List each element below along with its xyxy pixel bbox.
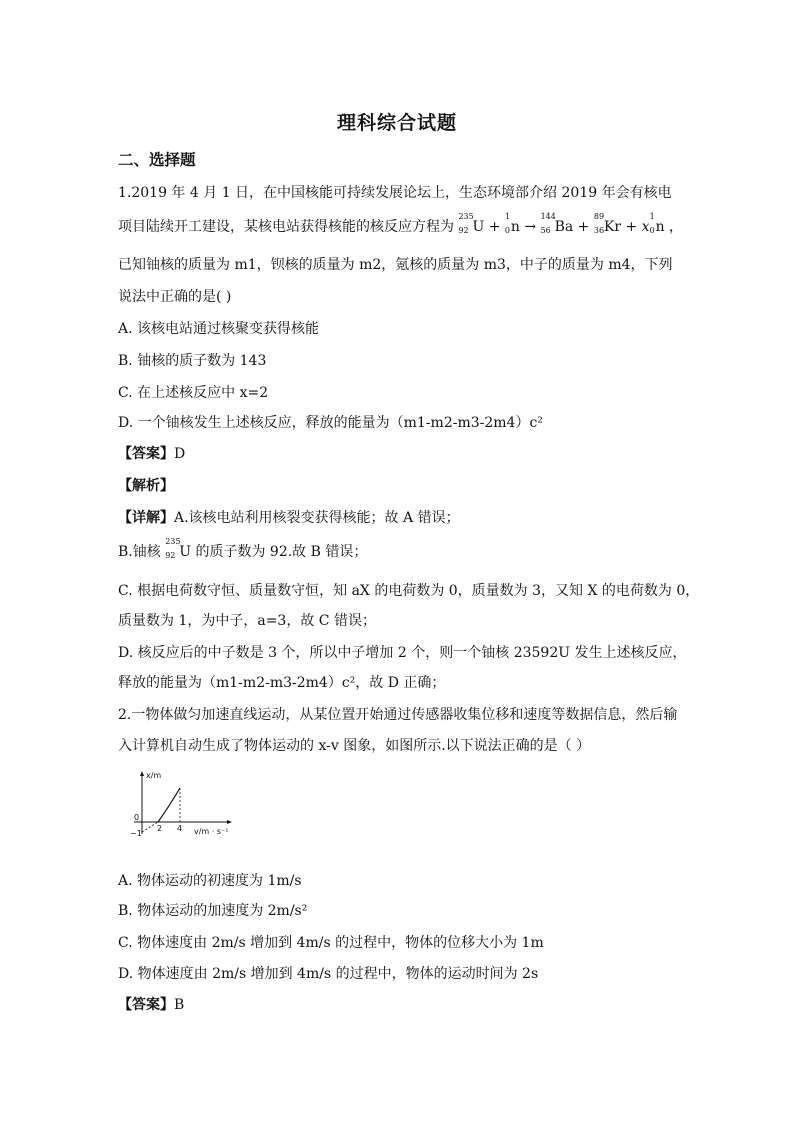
origin-label: 0 [134,813,140,822]
tick-2: 2 [157,824,163,833]
tick-4: 4 [177,824,183,833]
q1-detail-c-2: 质量数为 1，为中子，a=3，故 C 错误； [118,613,376,629]
nuclide-barium: 144 56 Ba [540,212,574,235]
q1-option-a: A. 该核电站通过核聚变获得核能 [118,321,320,337]
tick-neg1: −1 [130,829,142,838]
y-axis-arrow-icon [140,771,144,776]
arrow-icon: → [524,219,537,235]
q1-analysis-label: 【解析】 [118,478,174,494]
nuclide-krypton: 89 36 Kr [593,212,622,235]
x-axis-arrow-icon [227,820,232,824]
q2-option-d: D. 物体速度由 2m/s 增加到 4m/s 的过程中，物体的运动时间为 2s [118,966,539,982]
q2-option-b: B. 物体运动的加速度为 2m/s² [118,903,308,919]
q1-detail-b: B.铀核 235 92 U 的质子数为 92.故 B 错误； [118,537,368,560]
xv-graph [128,770,238,842]
nuclide-uranium: 235 92 U [458,212,485,235]
q1-detail-d-2: 释放的能量为（m1-m2-m3-2m4）c²，故 D 正确； [118,675,446,691]
x-axis-label: v/m · s⁻¹ [194,827,229,836]
q1-option-d: D. 一个铀核发生上述核反应，释放的能量为（m1-m2-m3-2m4）c² [118,415,543,431]
q2-answer: 【答案】B [118,997,185,1013]
nuclide-neutron-2: 1 0 n [649,212,665,235]
q1-line-2: 项目陆续开工建设，某核电站获得核能的核反应方程为 235 92 U + 1 0 n → 144 56 Ba + 89 36 Kr + x 1 0 n ， [118,212,684,235]
nuclide-neutron: 1 0 n [504,212,520,235]
y-axis-label: x/m [146,771,162,780]
q1-option-c: C. 在上述核反应中 x=2 [118,385,269,401]
q2-option-c: C. 物体速度由 2m/s 增加到 4m/s 的过程中，物体的位移大小为 1m [118,935,544,951]
q1-detail-d-1: D. 核反应后的中子数是 3 个，所以中子增加 2 个，则一个铀核 23592U 发生上述核反应， [118,645,687,661]
nuclide-uranium-2: 235 92 U [165,537,192,560]
q2-line-2: 入计算机自动生成了物体运动的 x-v 图象，如图所示.以下说法正确的是（ ） [118,738,591,754]
nuclear-equation: 235 92 U + 1 0 n → 144 56 Ba + 89 36 Kr + x 1 0 n [458,212,665,235]
q1-answer: 【答案】D [118,446,186,462]
q2-line-1: 2.一物体做匀加速直线运动，从某位置开始通过传感器收集位移和速度等数据信息，然后输 [118,707,678,723]
q1-detail-a: 【详解】A.该核电站利用核裂变获得核能；故 A 错误； [118,510,460,526]
xv-curve [158,788,180,822]
page-title: 理科综合试题 [336,112,457,134]
q1-detail-c-1: C. 根据电荷数守恒、质量数守恒，知 aX 的电荷数为 0，质量数为 3，又知 X 的电荷数为 0， [118,583,700,599]
q1-line-2-text: 项目陆续开工建设，某核电站获得核能的核反应方程为 [118,219,454,235]
curve-extension [142,822,158,832]
q1-line-3: 已知铀核的质量为 m1，钡核的质量为 m2，氪核的质量为 m3，中子的质量为 m4，下列 [118,257,673,273]
q1-line-1: 1.2019 年 4 月 1 日，在中国核能可持续发展论坛上，生态环境部介绍 2019 年会有核电 [118,185,672,201]
section-heading: 二、选择题 [118,151,196,169]
q1-line-4: 说法中正确的是( ) [118,289,232,305]
q1-option-b: B. 铀核的质子数为 143 [118,353,267,369]
q2-option-a: A. 物体运动的初速度为 1m/s [118,873,302,889]
